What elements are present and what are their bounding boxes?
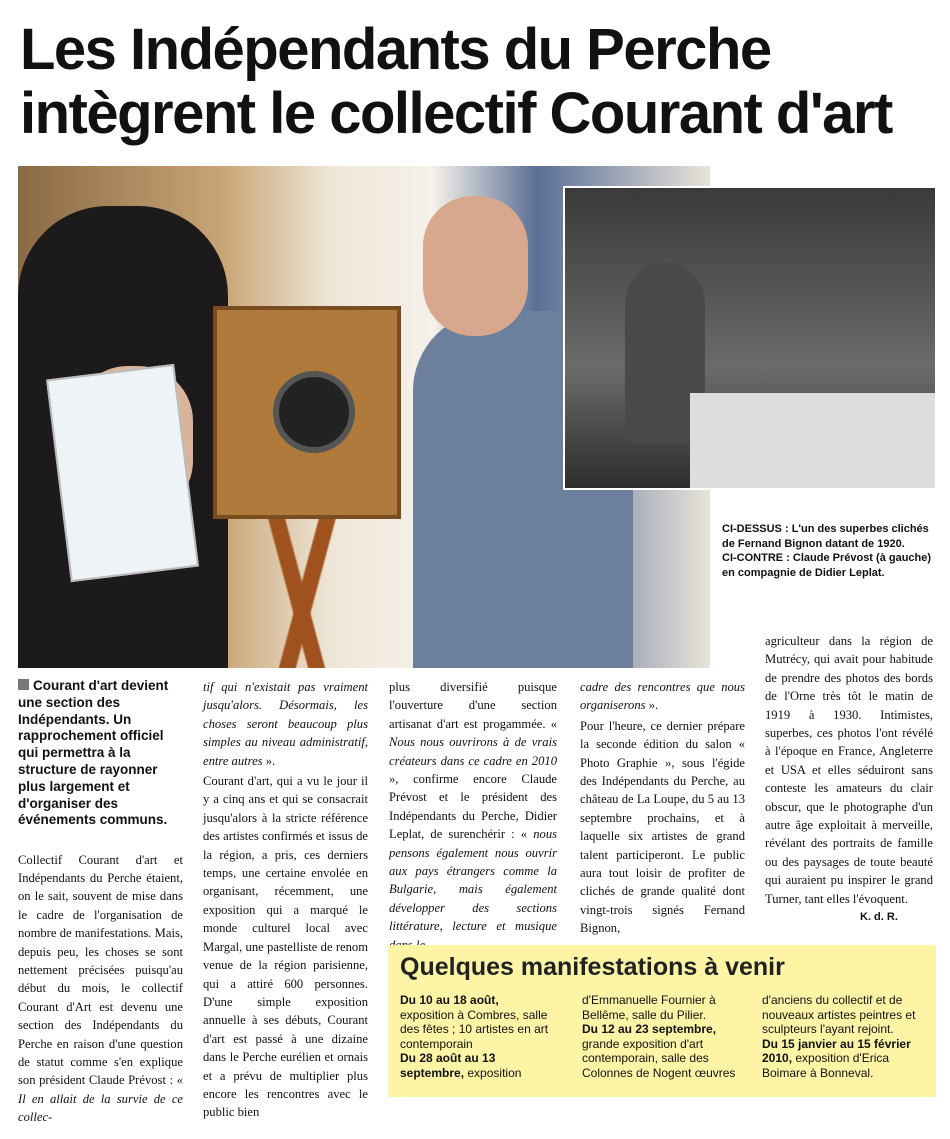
- col2-italic-end: ».: [262, 753, 276, 768]
- caption-label-2: CI-CONTRE :: [722, 552, 790, 564]
- article-column-4: [580, 678, 745, 938]
- photo-tripod: [218, 511, 388, 668]
- col2-italic: tif qui n'existait pas vraiment jusqu'alors. Désormais, les choses seront beaucoup plus simples au niveau administratif, entre autres: [203, 680, 368, 768]
- event-date-2: Du 28 août au 13 septembre,: [400, 1051, 496, 1080]
- col5-text: agriculteur dans la région de Mutrécy, qui avait pour habitude de prendre des photos des bords de l'Orne très tôt le matin de 1919 à 1930. Intimistes, superbes, ces photos l'ont révélé à l'époque en France, Angleterre et USA et elles séduiront sans conteste les amateurs du clair obscur, que le photographe d'un autre âge exploitait à merveille, révélant des portraits de famille ou des paysages de toute beauté qui auraient pu inspirer le grand Turner, tant elles l'évoquent.: [765, 634, 933, 906]
- lead-square-icon: [18, 679, 29, 690]
- col4-italic-end: ».: [645, 698, 659, 713]
- inset-photo: [563, 186, 937, 490]
- article-column-3: [389, 678, 557, 954]
- article-column-2: [203, 678, 368, 1122]
- article-lead: [18, 678, 183, 829]
- photo-magazine: [46, 364, 199, 582]
- event-date-4: Du 15 janvier au 15 février 2010,: [762, 1036, 911, 1066]
- headline: [20, 18, 940, 146]
- caption-text-1: L'un des superbes clichés de Fernand Bignon datant de 1920.: [722, 523, 929, 550]
- article-column-5: [765, 632, 933, 908]
- event-text-2: exposition: [467, 1065, 522, 1080]
- events-column-2: [582, 993, 747, 1081]
- events-column-1: [400, 993, 560, 1081]
- photo-head-right: [423, 196, 528, 336]
- events-box: [388, 945, 936, 1097]
- col4-text: Pour l'heure, ce dernier prépare la seconde édition du salon « Photo Graphie », sous l'égide des Indépendants du Perche, au château de La Loupe, du 5 au 13 septembre prochains, et à laquelle six artistes de grand talent participeront. Le public aura tout loisir de profiter de clichés de grande qualité dont vingt-trois signés Fernand Bignon,: [580, 718, 745, 936]
- event-text-4: exposition d'Erica Boimare à Bonneval.: [762, 1051, 890, 1080]
- headline-line-1: Les Indépendants du Perche: [20, 17, 771, 82]
- event-date-3: Du 12 au 23 septembre,: [582, 1022, 717, 1037]
- caption-label-1: CI-DESSUS :: [722, 523, 789, 535]
- article-column-1: [18, 838, 183, 1139]
- photo-caption: [722, 522, 937, 580]
- event-text-1: exposition à Combres, salle des fêtes ; 10 artistes en art contemporain: [400, 1007, 549, 1051]
- photo-lens: [273, 371, 355, 453]
- headline-line-2: intègrent le collectif Courant d'art: [20, 81, 892, 146]
- event-text-3-cont: d'anciens du collectif et de nouveaux artistes peintres et sculpteurs l'ayant rejoint.: [762, 993, 916, 1037]
- lead-text: Courant d'art devient une section des Indépendants. Un rapprochement officiel qui permettra à la structure de rayonner plus largement et d'organiser des événements communs.: [18, 678, 169, 828]
- col2-text: Courant d'art, qui a vu le jour il y a cinq ans et qui se consacrait jusqu'alors à la stricte référence des artistes confirmés et issus de la région, a pris, ces derniers temps, une certaine envolée en organisant, récemment, une exposition qui a marqué le monde culturel local avec Margal, une pastelliste de renom venue de la région parisienne, qui a attiré 600 personnes. D'une simple exposition annuelle à ses débuts, Courant d'art est passé à une dizaine dans le Perche eurélien et ornais et a prévu de multiplier plus encore les rencontres avec le public bien: [203, 774, 368, 1120]
- col4-italic: cadre des rencontres que nous organiserons: [580, 680, 745, 713]
- col3-italic-1: Nous nous ouvrirons à de vrais créateurs dans ce cadre en 2010: [389, 735, 557, 768]
- col3-italic-2: nous pensons également nous ouvrir aux pays étrangers comme la Bulgarie, mais également développer des sections littérature, lecture et musique: [389, 827, 558, 934]
- events-title: Quelques manifestations à venir: [400, 953, 785, 981]
- inset-photo-table: [690, 393, 935, 488]
- event-text-2-cont: d'Emmanuelle Fournier à Bellême, salle du Pilier.: [582, 993, 716, 1022]
- event-date-1: Du 10 au 18 août,: [400, 993, 499, 1007]
- col1-italic: Il en allait de la survie de ce collec-: [18, 1091, 183, 1125]
- author-signature: K. d. R.: [860, 911, 898, 923]
- col1-text: Collectif Courant d'art et Indépendants du Perche étaient, on le sait, souvent de mise dans le cadre de l'organisation de nombre de manifestations. Mais, depuis peu, les choses se sont nettement précisées puisqu'au début du mois, le collectif Courant d'Art est devenu une section des Indépendants du Perche en raison d'une question de statut comme s'en explique son président Claude Prévost : «: [18, 852, 183, 1088]
- caption-text-2: Claude Prévost (à gauche) en compagnie de Didier Leplat.: [722, 552, 932, 579]
- col3-text-2: », confirme encore Claude Prévost et le président des Indépendants du Perche, Didier Leplat, de surenchérir : «: [389, 772, 557, 842]
- col3-text-1: plus diversifié puisque l'ouverture d'une section artisanat d'art est progammée. «: [389, 680, 557, 731]
- event-text-3: grande exposition d'art contemporain, salle des Colonnes de Nogent œuvres: [582, 1036, 736, 1080]
- events-column-3: [762, 993, 930, 1081]
